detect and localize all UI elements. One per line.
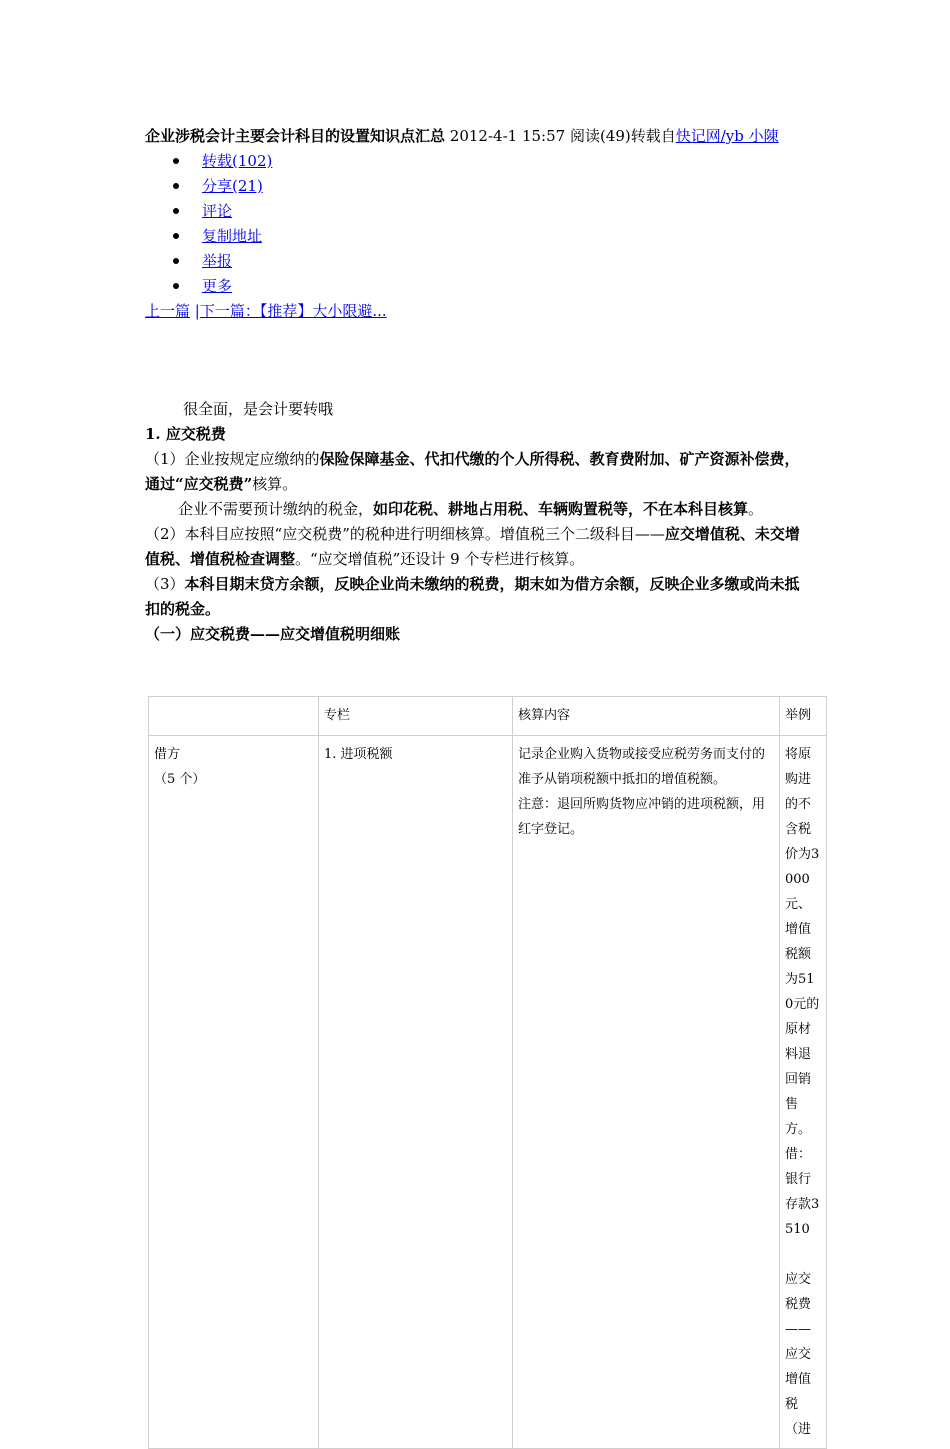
bullet-icon [173,158,179,164]
p4-text: （3） [145,575,185,593]
p2-bold: 如印花税、耕地占用税、车辆购置税等，不在本科目核算 [373,500,749,518]
action-item-more [145,274,810,299]
table-cell-side [149,736,319,1449]
table-cell-example [780,736,827,1449]
p1-bold: 保险保障基金、代扣代缴的个人所得税、教育费附加、矿产资源补偿费，通过“应交税费” [145,450,800,493]
table-header-cell [149,697,319,736]
comment-link[interactable]: 评论 [202,202,233,220]
table-header-cell: 核算内容 [513,697,780,736]
table-cell-content [513,736,780,1449]
p1-text: （1）企业按规定应缴纳的 [145,450,320,468]
cell-text: 将原购进的不含税价为3000元、增值税额为510元的原材料退回销售方。 [785,747,820,1137]
lead-text: 很全面，是会计要转哦 [183,400,334,418]
bullet-icon [173,208,179,214]
paragraph-2 [145,497,810,522]
p4-bold: 本科目期末贷方余额，反映企业尚未缴纳的税费，期末如为借方余额，反映企业多缴或尚未抵扣的税金。 [145,575,800,618]
action-item-report [145,249,810,274]
cell-text: 应交税费——应交增值税（进 [785,1247,812,1437]
action-item-repost [145,149,810,174]
article-title: 企业涉税会计主要会计科目的设置知识点汇总 [145,127,446,145]
p2-tail: 。 [748,500,764,518]
bullet-icon [173,283,179,289]
more-link[interactable]: 更多 [202,277,233,295]
p1-tail: 核算。 [252,475,298,493]
vat-ledger-table [148,696,827,1449]
cell-text: 记录企业购入货物或接受应税劳务而支付的准予从销项税额中抵扣的增值税额。 [518,747,766,787]
repost-link[interactable]: 转载(102) [202,152,273,170]
bullet-icon [173,233,179,239]
table-row [149,736,827,1449]
section-title: 1. 应交税费 [145,425,226,443]
p2-text: 企业不需要预计缴纳的税金， [178,500,374,518]
bullet-icon [173,183,179,189]
table-header-row [149,697,827,736]
action-item-copy [145,224,810,249]
article-header [145,124,810,149]
p3-tail: 。“应交增值税”还设计 9 个专栏进行核算。 [295,550,585,568]
post-navigation [145,299,810,324]
nav-separator: | [190,302,200,320]
article-meta: 2012-4-1 15:57 阅读(49)转载自 [445,127,676,145]
action-list [145,149,810,299]
bullet-icon [173,258,179,264]
report-link[interactable]: 举报 [202,252,233,270]
share-link[interactable]: 分享(21) [202,177,263,195]
table-cell-column: 1. 进项税额 [319,736,513,1449]
source-link[interactable]: 快记网/yb 小陳 [675,127,779,145]
paragraph-1 [145,447,810,497]
p3-bold: 应交增值税、未交增值税、增值税检查调整 [145,525,800,568]
copy-address-link[interactable]: 复制地址 [202,227,263,245]
cell-text: （5 个） [154,772,206,787]
paragraph-3 [145,522,810,572]
cell-text: 借：银行存款3510 [785,1147,820,1237]
document-page [145,124,810,647]
paragraph-4 [145,572,810,622]
cell-text: 注意：退回所购货物应冲销的进项税额，用红字登记。 [518,797,766,837]
action-item-share [145,174,810,199]
prev-post-link[interactable]: 上一篇 [145,302,191,320]
table-header-cell: 专栏 [319,697,513,736]
action-item-comment [145,199,810,224]
next-post-link[interactable]: 下一篇：【推荐】大小限避... [199,302,387,320]
table-header-cell: 举例 [780,697,827,736]
p3-text: （2）本科目应按照“应交税费”的税种进行明细核算。增值税三个二级科目—— [145,525,665,543]
cell-text: 借方 [154,747,181,762]
subsection-title: （一）应交税费——应交增值税明细账 [145,625,401,643]
